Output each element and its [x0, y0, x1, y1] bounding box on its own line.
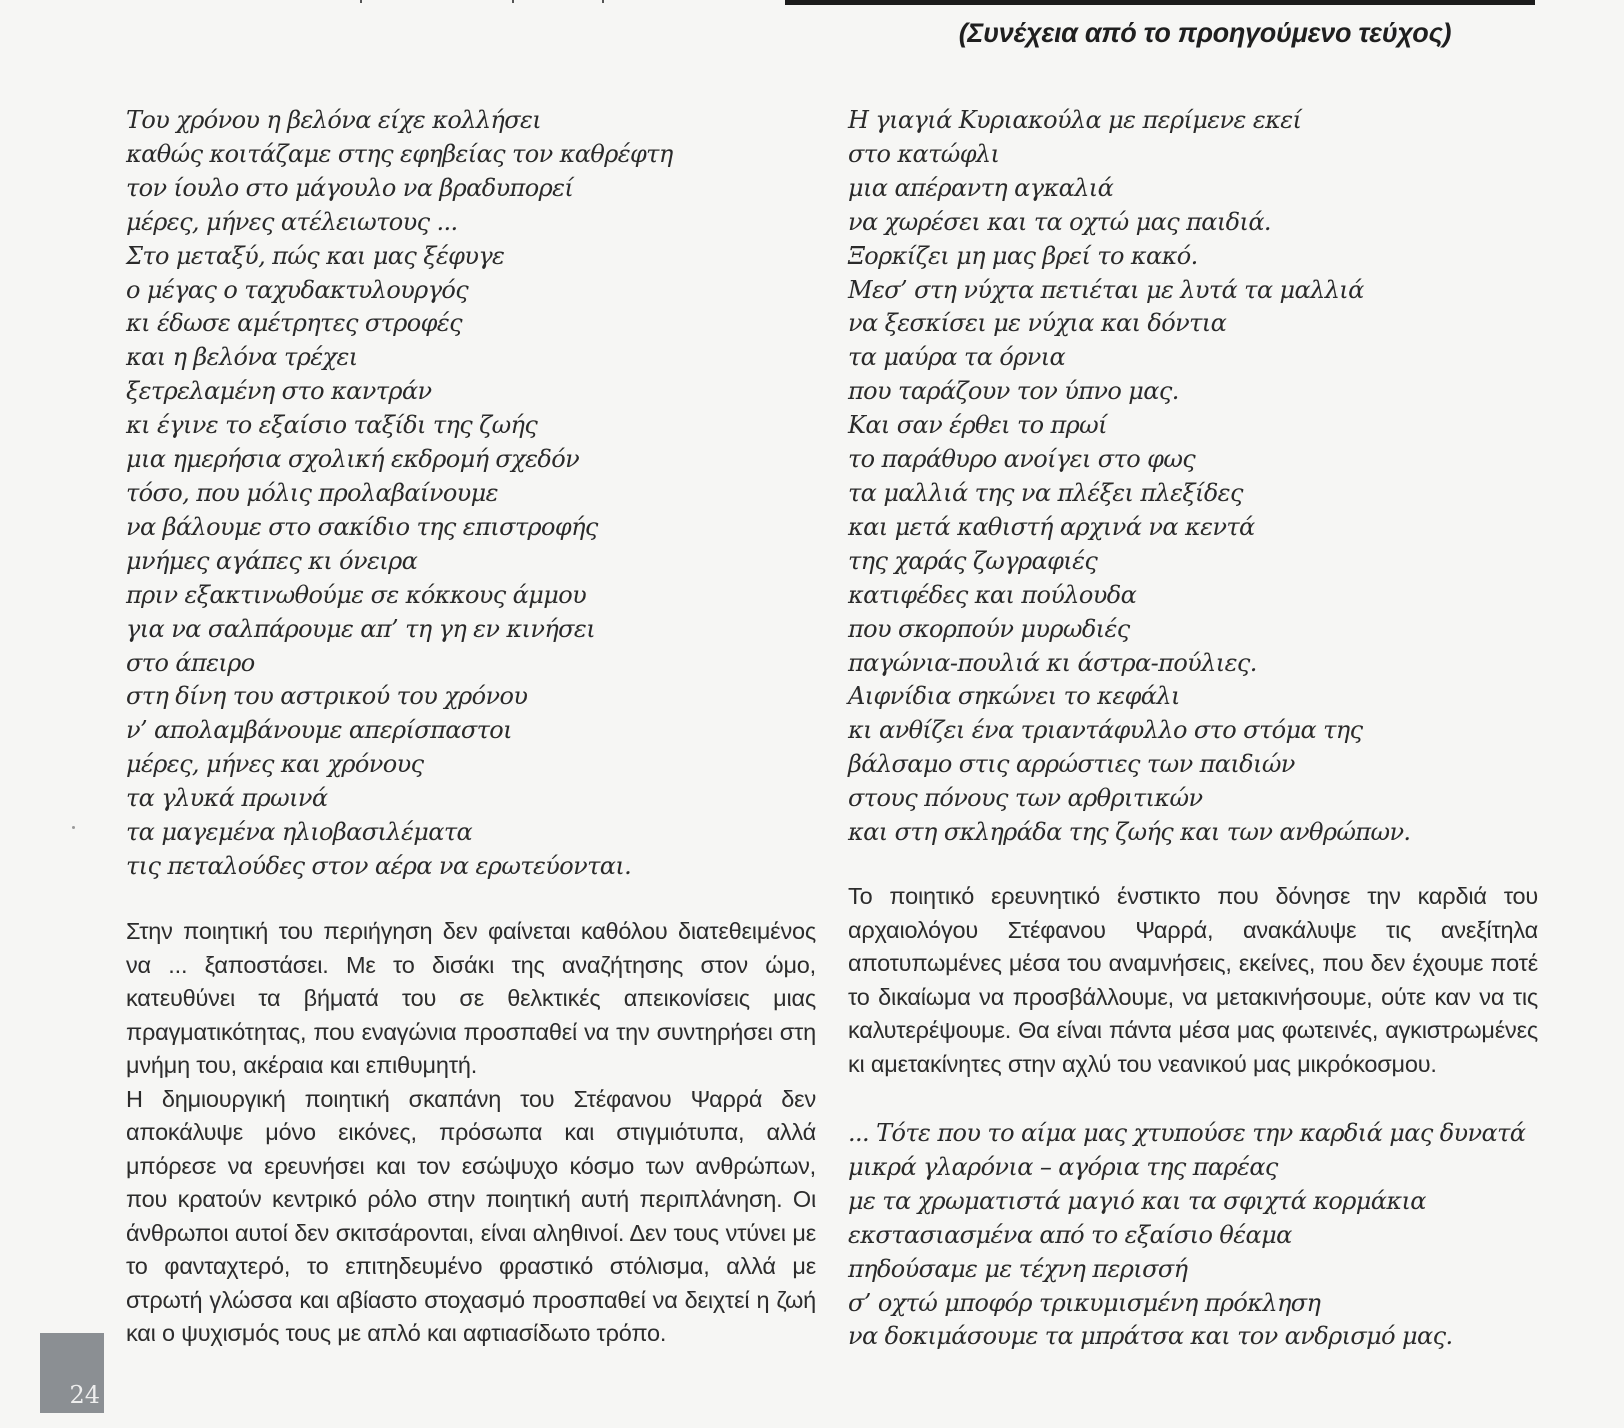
right-poem2-block	[848, 1117, 1538, 1354]
poem-line: και στη σκληράδα της ζωής και των ανθρώπων.	[848, 818, 1411, 847]
poem-line: να βάλουμε στο σακίδιο της επιστροφής	[126, 512, 598, 541]
header-tick	[360, 0, 362, 3]
poem-line: που ταράζουν τον ύπνο μας.	[848, 377, 1179, 406]
poem-line: εκστασιασμένα από το εξαίσιο θέαμα	[848, 1220, 1292, 1249]
poem-line: τα μαλλιά της να πλέξει πλεξίδες	[848, 478, 1243, 507]
poem-line: μια ημερήσια σχολική εκδρομή σχεδόν	[126, 445, 580, 474]
poem-line: τον ίουλο στο μάγουλο να βραδυπορεί	[126, 173, 574, 202]
header-tick	[602, 0, 604, 3]
poem-line: μικρά γλαρόνια – αγόρια της παρέας	[848, 1152, 1278, 1181]
poem-line: με τα χρωματιστά μαγιό και τα σφιχτά κορμάκια	[848, 1186, 1426, 1215]
continued-note: (Συνέχεια από το προηγούμενο τεύχος)	[958, 18, 1452, 48]
prose-paragraph: Το ποιητικό ερευνητικό ένστικτο που δόνησε την καρδιά του αρχαιολόγου Στέφανου Ψαρρά, ανακάλυψε τις ανεξίτηλα αποτυπωμένες μέσα του αναμνήσεις, εκείνες, που δεν έχουμε ποτέ το δικαίωμα να προσβάλλουμε, να μετακινήσουμε, ούτε καν να τις καλυτερέψουμε. Θα είναι πάντα μέσα μας φωτεινές, αγκιστρωμένες κι αμετακίνητες στην αχλύ του νεανικού μας μικρόκοσμου.	[848, 883, 1538, 1077]
poem-line: στη δίνη του αστρικού του χρόνου	[126, 682, 528, 711]
poem-line: παγώνια-πουλιά κι άστρα-πούλιες.	[848, 648, 1257, 677]
poem-line: Του χρόνου η βελόνα είχε κολλήσει	[126, 106, 542, 134]
poem-line: Αιφνίδια σηκώνει το κεφάλι	[848, 682, 1180, 711]
page-number-box	[40, 1333, 104, 1413]
poem-line: τα μαύρα τα όρνια	[848, 343, 1066, 372]
poem-line: να ξεσκίσει με νύχια και δόντια	[848, 309, 1227, 338]
poem-line: το παράθυρο ανοίγει στο φως	[848, 445, 1196, 474]
right-prose-block	[848, 880, 1538, 1081]
poem-line: τα μαγεμένα ηλιοβασιλέματα	[126, 818, 473, 847]
header-rule	[785, 0, 1535, 5]
poem-line: και η βελόνα τρέχει	[126, 343, 358, 372]
poem-line: που σκορπούν μυρωδιές	[848, 614, 1130, 643]
poem-line: μνήμες αγάπες κι όνειρα	[126, 546, 418, 575]
poem-line: τα γλυκά πρωινά	[126, 784, 328, 813]
poem-line: πηδούσαμε με τέχνη περισσή	[848, 1254, 1188, 1283]
prose-paragraph: Η δημιουργική ποιητική σκαπάνη του Στέφανου Ψαρρά δεν αποκάλυψε μόνο εικόνες, πρόσωπα και στιγμιότυπα, αλλά μπόρεσε να ερευνήσει και τον εσώψυχο κόσμο των ανθρώπων, που κρατούν κεντρικό ρόλο στην ποιητική αυτή περιπλάνηση. Οι άνθρωποι αυτοί δεν σκιτσάρονται, είναι αληθινοί. Δεν τους ντύνει με το φανταχτερό, το επιτηδευμένο φραστικό στόλισμα, αλλά με στρωτή γλώσσα και αβίαστο στοχασμό προσπαθεί να δειχτεί η ζωή και ο ψυχισμός τους με απλό και αφτιασίδωτο τρόπο.	[126, 1085, 816, 1346]
poem-line: Ξορκίζει μη μας βρεί το κακό.	[848, 241, 1198, 270]
poem-line: της χαράς ζωγραφιές	[848, 546, 1098, 575]
poem-line: στο κατώφλι	[848, 139, 1000, 168]
poem-line: και μετά καθιστή αρχινά να κεντά	[848, 512, 1255, 541]
poem-line: να χωρέσει και τα οχτώ μας παιδιά.	[848, 207, 1271, 236]
poem-line: πριν εξακτινωθούμε σε κόκκους άμμου	[126, 580, 587, 609]
poem-line: για να σαλπάρουμε απ’ τη γη εν κινήσει	[126, 614, 596, 643]
poem-line: βάλσαμο στις αρρώστιες των παιδιών	[848, 750, 1295, 779]
poem-line: κι έγινε το εξαίσιο ταξίδι της ζωής	[126, 411, 538, 440]
left-prose-block	[126, 915, 816, 1351]
poem-line: Μεσ’ στη νύχτα πετιέται με λυτά τα μαλλιά	[848, 275, 1364, 304]
right-poem-block	[848, 104, 1538, 850]
left-poem-block	[126, 104, 816, 884]
poem-line: μια απέραντη αγκαλιά	[848, 173, 1114, 202]
page-number: 24	[69, 1381, 100, 1409]
poem-line: καθώς κοιτάζαμε στης εφηβείας τον καθρέφτη	[126, 139, 673, 168]
poem-line: τις πεταλούδες στον αέρα να ερωτεύονται.	[126, 851, 632, 880]
poem-line: ο μέγας ο ταχυδακτυλουργός	[126, 275, 469, 304]
poem-line: σ’ οχτώ μποφόρ τρικυμισμένη πρόκληση	[848, 1288, 1321, 1317]
scan-speck	[72, 826, 75, 829]
poem-line: μέρες, μήνες ατέλειωτους ...	[126, 207, 458, 236]
poem-line: στους πόνους των αρθριτικών	[848, 784, 1203, 813]
poem-line: Στο μεταξύ, πώς και μας ξέφυγε	[126, 241, 505, 270]
right-poem-excerpt	[848, 1117, 1538, 1354]
poem-line: στο άπειρο	[126, 648, 255, 677]
poem-line: μέρες, μήνες και χρόνους	[126, 750, 424, 779]
prose-paragraph: Στην ποιητική του περιήγηση δεν φαίνεται καθόλου διατεθειμένος να ... ξαποστάσει. Με το δισάκι της αναζήτησης στον ώμο, κατευθύνει τα βήματά του σε θελκτικές απεικονίσεις μιας πραγματικότητας, που εναγώνια προσπαθεί να την συντηρήσει στη μνήμη του, ακέραια και επιθυμητή.	[126, 918, 816, 1078]
poem-line: τόσο, που μόλις προλαβαίνουμε	[126, 478, 498, 507]
right-poem	[848, 104, 1538, 850]
poem-line: κι έδωσε αμέτρητες στροφές	[126, 309, 462, 338]
poem-line: ξετρελαμένη στο καντράν	[126, 377, 432, 406]
poem-line: να δοκιμάσουμε τα μπράτσα και τον ανδρισμό μας.	[848, 1322, 1453, 1351]
poem-line: Η γιαγιά Κυριακούλα με περίμενε εκεί	[848, 106, 1302, 134]
poem-line: ... Τότε που το αίμα μας χτυπούσε την καρδιά μας δυνατά	[848, 1119, 1526, 1147]
poem-line: κατιφέδες και πούλουδα	[848, 580, 1137, 609]
poem-line: κι ανθίζει ένα τριαντάφυλλο στο στόμα της	[848, 716, 1363, 745]
header-tick	[512, 0, 514, 3]
left-poem	[126, 104, 816, 884]
poem-line: Και σαν έρθει το πρωί	[848, 411, 1107, 440]
poem-line: ν’ απολαμβάνουμε απερίσπαστοι	[126, 716, 512, 745]
